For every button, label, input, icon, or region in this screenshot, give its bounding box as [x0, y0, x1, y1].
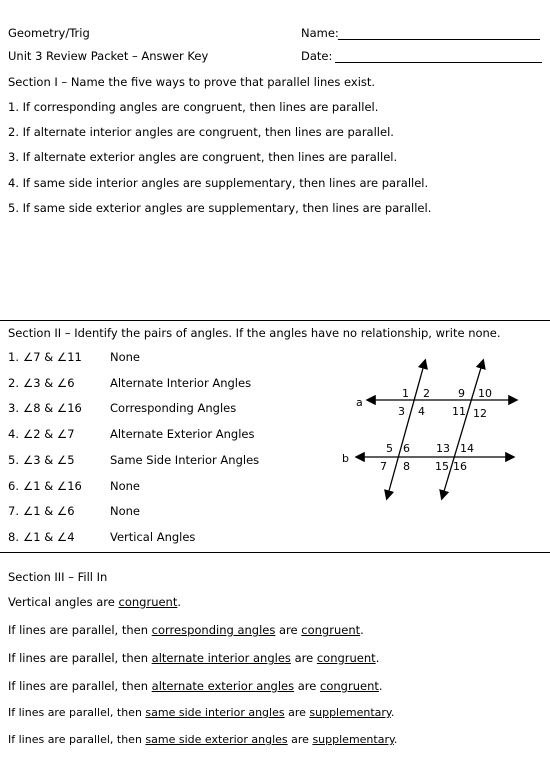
sentence-text: If lines are parallel, then: [8, 679, 152, 693]
angle-symbol: ∠: [22, 452, 34, 467]
angle-symbol: ∠: [56, 452, 68, 467]
name-blank[interactable]: [338, 39, 540, 40]
angle-pair: ∠8 & ∠16: [22, 401, 82, 416]
angle-label: 9: [458, 387, 465, 400]
angle-label: 15: [435, 460, 449, 473]
row-number: 6.: [8, 478, 19, 493]
angle-symbol: ∠: [56, 427, 68, 442]
angle-symbol: ∠: [56, 350, 68, 364]
sentence-text: are: [284, 706, 310, 719]
section1-item: 4. If same side interior angles are supplementary, then lines are parallel.: [8, 176, 429, 190]
angle-pair-row: [8, 401, 237, 416]
angle-label: 2: [423, 387, 430, 400]
sentence-text: are: [294, 679, 321, 693]
sentence-text: If lines are parallel, then: [8, 706, 146, 719]
packet-title: Unit 3 Review Packet – Answer Key: [8, 49, 209, 63]
angle-number: 6: [67, 375, 75, 390]
angle-number: 16: [67, 478, 82, 493]
sentence-text: .: [360, 623, 364, 637]
fill-in-sentence: [8, 733, 397, 747]
angle-pair: ∠1 & ∠16: [22, 478, 82, 493]
angle-label: 10: [478, 387, 492, 400]
angle-label: 12: [473, 407, 487, 420]
row-number: 7.: [8, 504, 19, 519]
sentence-text: .: [390, 706, 395, 719]
angle-symbol: ∠: [22, 401, 34, 416]
fill-in-sentence: [8, 595, 181, 609]
angle-number: 4: [67, 529, 75, 544]
relationship-answer: Corresponding Angles: [110, 401, 237, 416]
angle-label: 7: [380, 460, 387, 473]
angle-symbol: ∠: [22, 504, 34, 519]
answer: supplementary: [309, 706, 391, 719]
angle-pair: ∠2 & ∠7: [22, 427, 75, 442]
angle-pair-row: [8, 529, 196, 544]
sentence-text: If lines are parallel, then: [8, 623, 152, 637]
answer: congruent: [316, 651, 376, 665]
transversal-right: [442, 361, 483, 498]
sentence-text: .: [393, 733, 398, 746]
section-divider: [0, 320, 550, 321]
row-number: 5.: [8, 452, 19, 467]
section2-title: Section II – Identify the pairs of angles. If the angles have no relationship, write none.: [8, 326, 501, 340]
sentence-text: If lines are parallel, then: [8, 733, 146, 746]
angle-pair-row: [8, 504, 141, 519]
section-divider: [0, 552, 550, 553]
date-label: Date:: [301, 49, 333, 63]
angle-symbol: ∠: [22, 529, 34, 544]
course-title: Geometry/Trig: [8, 26, 90, 40]
name-label: Name:: [301, 26, 339, 40]
angle-pair: ∠7 & ∠11: [22, 350, 82, 364]
angle-number: 7: [67, 427, 75, 442]
row-number: 2.: [8, 375, 19, 390]
angle-pair: ∠3 & ∠6: [22, 375, 75, 390]
angle-pair: ∠3 & ∠5: [22, 452, 75, 467]
angle-number: 16: [67, 401, 82, 416]
fill-in-sentence: [8, 679, 383, 693]
line-a-label: a: [356, 396, 363, 409]
angle-symbol: ∠: [56, 529, 68, 544]
angle-label: 16: [453, 460, 467, 473]
angle-number: 6: [67, 504, 75, 519]
angle-number: 3: [33, 452, 41, 467]
sentence-text: .: [375, 651, 380, 665]
answer: alternate exterior angles: [151, 679, 295, 693]
sentence-text: .: [177, 595, 182, 609]
angle-number: 5: [67, 452, 75, 467]
date-blank[interactable]: [335, 62, 542, 63]
relationship-answer: Same Side Interior Angles: [110, 452, 260, 467]
angle-number: 1: [33, 529, 41, 544]
parallel-lines-diagram: [330, 355, 530, 515]
angle-label: 3: [398, 405, 405, 418]
answer: congruent: [301, 623, 361, 637]
transversal-left: [387, 361, 425, 498]
angle-pair-row: [8, 375, 252, 390]
answer: alternate interior angles: [151, 651, 291, 665]
angle-number: 11: [67, 350, 82, 364]
relationship-answer: None: [110, 478, 141, 493]
row-number: 4.: [8, 427, 19, 442]
section1-item: 1. If corresponding angles are congruent, then lines are parallel.: [8, 100, 379, 114]
angle-label: 1: [402, 387, 409, 400]
angle-symbol: ∠: [22, 375, 34, 390]
relationship-answer: None: [110, 504, 141, 519]
angle-symbol: ∠: [56, 375, 68, 390]
answer: congruent: [320, 679, 379, 693]
angle-symbol: ∠: [22, 427, 34, 442]
row-number: 8.: [8, 529, 19, 544]
angle-number: 7: [33, 350, 41, 364]
relationship-answer: Alternate Exterior Angles: [110, 427, 255, 442]
section1-title: Section I – Name the five ways to prove that parallel lines exist.: [8, 75, 376, 89]
row-number: 3.: [8, 401, 19, 416]
relationship-answer: Vertical Angles: [110, 529, 196, 544]
angle-pair-row: [8, 452, 260, 467]
angle-symbol: ∠: [56, 504, 68, 519]
angle-label: 13: [436, 442, 450, 455]
angle-number: 8: [33, 401, 41, 416]
angle-label: 14: [460, 442, 474, 455]
angle-number: 2: [33, 427, 41, 442]
angle-pair-row: [8, 350, 141, 364]
angle-number: 1: [33, 478, 41, 493]
answer: supplementary: [312, 733, 394, 746]
row-number: 1.: [8, 350, 19, 364]
angle-label: 11: [452, 405, 466, 418]
fill-in-sentence: [8, 651, 379, 665]
answer: corresponding angles: [151, 623, 276, 637]
angle-pair: ∠1 & ∠6: [22, 504, 75, 519]
line-b-label: b: [342, 452, 349, 465]
sentence-text: If lines are parallel, then: [8, 651, 152, 665]
sentence-text: are: [275, 623, 302, 637]
angle-symbol: ∠: [56, 401, 68, 416]
relationship-answer: None: [110, 350, 141, 364]
answer: same side interior angles: [145, 706, 285, 719]
answer: congruent: [118, 595, 178, 609]
angle-label: 5: [386, 442, 393, 455]
angle-label: 8: [403, 460, 410, 473]
sentence-text: are: [290, 651, 317, 665]
section1-item: 5. If same side exterior angles are supplementary, then lines are parallel.: [8, 201, 432, 215]
sentence-text: .: [378, 679, 383, 693]
section3-title: Section III – Fill In: [8, 570, 108, 584]
section1-item: 2. If alternate interior angles are congruent, then lines are parallel.: [8, 125, 394, 139]
angle-number: 1: [33, 504, 41, 519]
angle-pair-row: [8, 478, 141, 493]
answer: same side exterior angles: [145, 733, 288, 746]
angle-pair-row: [8, 427, 255, 442]
relationship-answer: Alternate Interior Angles: [110, 375, 252, 390]
angle-pair: ∠1 & ∠4: [22, 529, 75, 544]
sentence-text: Vertical angles are: [8, 595, 119, 609]
angle-symbol: ∠: [22, 350, 34, 364]
angle-label: 6: [403, 442, 410, 455]
sentence-text: are: [287, 733, 313, 746]
angle-symbol: ∠: [56, 478, 68, 493]
angle-number: 3: [33, 375, 41, 390]
fill-in-sentence: [8, 706, 394, 720]
fill-in-sentence: [8, 623, 364, 637]
angle-label: 4: [418, 405, 425, 418]
angle-symbol: ∠: [22, 478, 34, 493]
section1-item: 3. If alternate exterior angles are congruent, then lines are parallel.: [8, 150, 398, 164]
